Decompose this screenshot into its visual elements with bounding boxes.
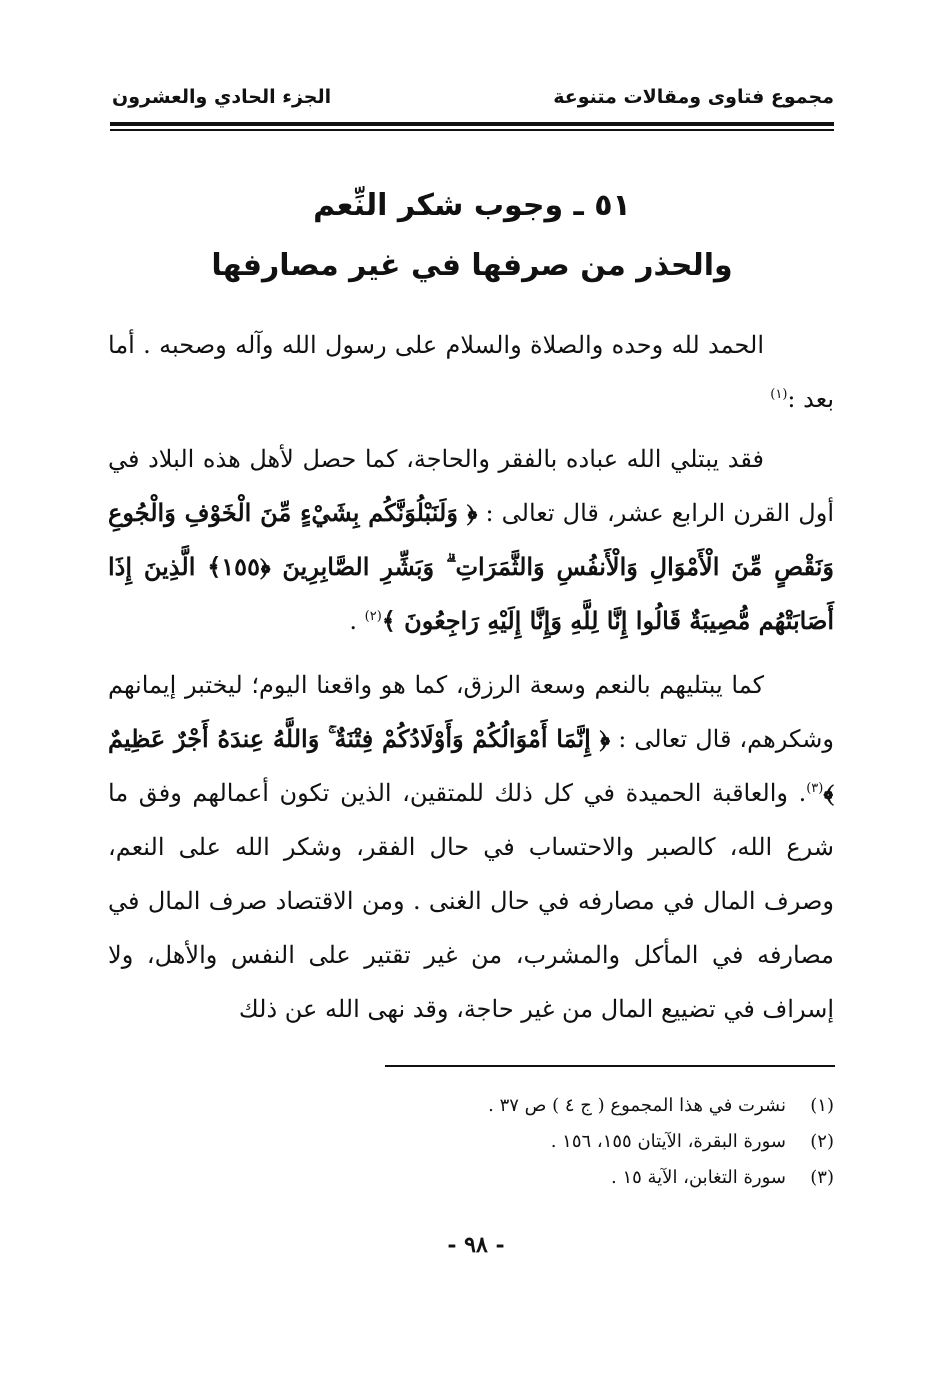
footnote-1-number: (١) <box>810 1095 834 1116</box>
footnote-2-number: (٢) <box>810 1131 834 1152</box>
header-book-title: مجموع فتاوى ومقالات متنوعة <box>553 86 834 108</box>
footnote-2-text: سورة البقرة، الآيتان ١٥٥، ١٥٦ . <box>550 1131 786 1152</box>
paragraph-3-rest: . والعاقبة الحميدة في كل ذلك للمتقين، الذين تكون أعمالهم وفق ما شرع الله، كالصبر والاحتساب في حال الفقر، وشكر الله على النعم، وصرف المال في مصارفه في حال الغنى . ومن الاقتصاد صرف المال في مصارفه في المأكل والمشرب، من غير تقتير على النفس والأهل، ولا إسراف في تضييع المال من غير حاجة، وقد نهى الله عن ذلك <box>108 779 834 1023</box>
footnote-ref-1: (١) <box>770 387 788 402</box>
quran-verse-1: ﴿ وَلَنَبْلُوَنَّكُم بِشَيْءٍ مِّنَ الْخَوْفِ وَالْجُوعِ وَنَقْصٍ مِّنَ الْأَمْوَالِ وَالْأَنفُسِ وَالثَّمَرَاتِ ۗ وَبَشِّرِ الصَّابِرِينَ ﴿١٥٥﴾ الَّذِينَ إِذَا أَصَابَتْهُم مُّصِيبَةٌ قَالُوا إِنَّا لِلَّهِ وَإِنَّا إِلَيْهِ رَاجِعُونَ ﴾ <box>108 498 834 635</box>
footnote-ref-2: (٢) <box>364 609 382 624</box>
paragraph-1 <box>108 318 834 426</box>
footnote-3-number: (٣) <box>810 1167 834 1188</box>
footnote-3 <box>334 1160 834 1196</box>
footnote-ref-3: (٣) <box>806 781 824 796</box>
footnote-separator <box>385 1065 835 1067</box>
paragraph-2-text: فقد يبتلي الله عباده بالفقر والحاجة، كما حصل لأهل هذه البلاد في أول القرن الرابع عشر، قال تعالى : <box>108 445 834 527</box>
paragraph-3-text: كما يبتليهم بالنعم وسعة الرزق، كما هو واقعنا اليوم؛ ليختبر إيمانهم وشكرهم، قال تعالى : <box>108 671 835 753</box>
article-title <box>110 176 834 296</box>
title-line-2: والحذر من صرفها في غير مصارفها <box>211 248 733 283</box>
paragraph-1-text: الحمد لله وحده والصلاة والسلام على رسول الله وآله وصحبه . أما بعد : <box>108 331 834 413</box>
footnote-1 <box>334 1088 834 1124</box>
header-rule-thin <box>110 129 834 131</box>
body-text <box>108 318 834 1046</box>
footnote-3-text: سورة التغابن، الآية ١٥ . <box>611 1167 786 1188</box>
paragraph-3 <box>108 658 834 1036</box>
quran-verse-2: ﴿ إِنَّمَا أَمْوَالُكُمْ وَأَوْلَادُكُمْ فِتْنَةٌ ۚ وَاللَّهُ عِندَهُ أَجْرٌ عَظِيمٌ ﴾ <box>108 724 834 807</box>
page-number: - ٩٨ - <box>447 1232 505 1258</box>
paragraph-2 <box>108 432 834 648</box>
footnote-1-text: نشرت في هذا المجموع ( ج ٤ ) ص ٣٧ . <box>488 1095 786 1116</box>
header-volume: الجزء الحادي والعشرون <box>112 86 332 108</box>
paragraph-2-end: . <box>349 607 365 635</box>
footnote-2 <box>334 1124 834 1160</box>
footnotes <box>334 1088 834 1196</box>
title-line-1: ٥١ ـ وجوب شكر النِّعم <box>313 188 631 223</box>
header-rule-thick <box>110 122 834 126</box>
running-header <box>112 86 834 108</box>
